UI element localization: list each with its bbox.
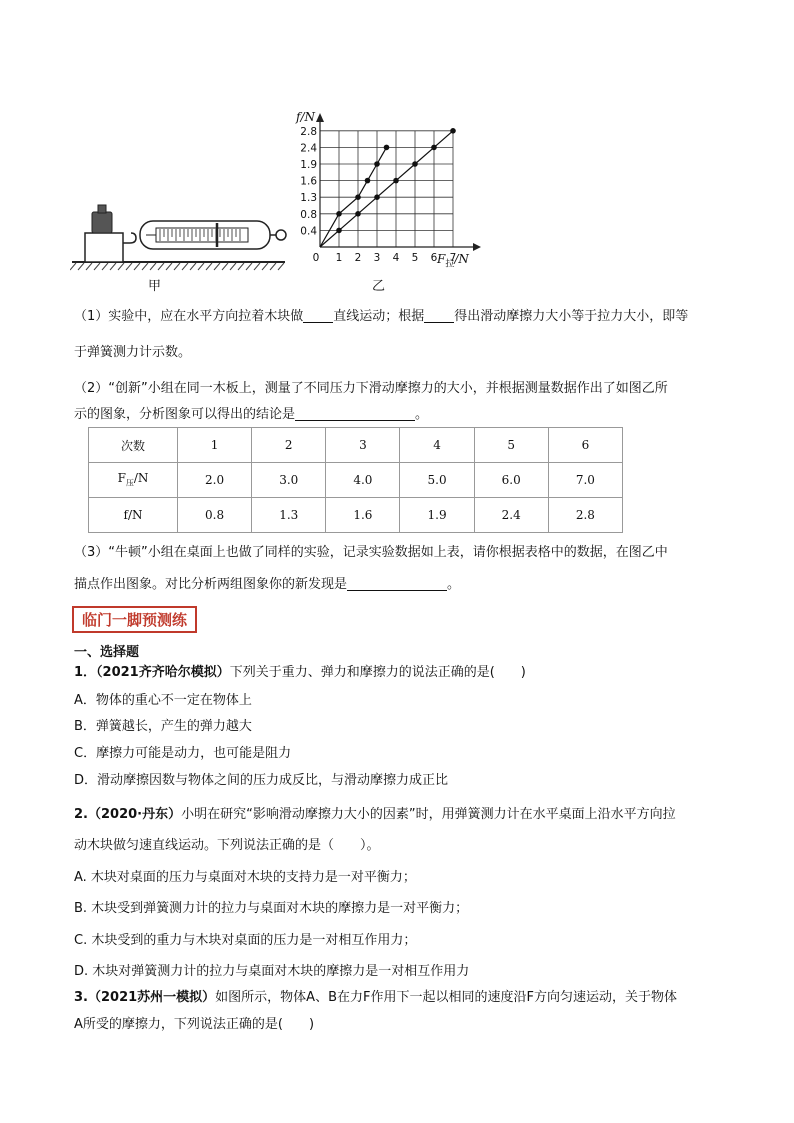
q1-blank-1[interactable] [303, 308, 333, 323]
problem-3-stem-line1: 3.（2021苏州一模拟）如图所示，物体A、B在力F作用下一起以相同的速度沿F方向匀速运动，关于物体 [74, 990, 677, 1005]
problem-2-option-b: B. 木块受到弹簧测力计的拉力与桌面对木块的摩擦力是一对平衡力； [74, 901, 469, 916]
table-cell: 0.8 [178, 498, 252, 533]
data-point [412, 161, 418, 167]
data-point [336, 211, 342, 217]
apparatus-label: 甲 [148, 279, 162, 294]
table-row-label: $F_压/N$ [89, 463, 178, 498]
data-point [431, 145, 437, 151]
table-cell: 7.0 [548, 463, 622, 498]
q3-blank[interactable] [347, 576, 447, 591]
table-cell: 4 [400, 428, 474, 463]
table-cell: 2.0 [178, 463, 252, 498]
y-tick-label: 0.8 [300, 208, 317, 221]
table-cell: 5.0 [400, 463, 474, 498]
data-point [374, 161, 380, 167]
table-cell: 6.0 [474, 463, 548, 498]
section-title: 临门一脚预测练 [72, 606, 197, 633]
table-cell: 2.8 [548, 498, 622, 533]
data-point [365, 178, 371, 184]
table-cell: 3 [326, 428, 400, 463]
q1-line1: （1）实验中，应在水平方向拉着木块做 直线运动；根据 得出滑动摩擦力大小等于拉力大小，即等 [74, 309, 689, 324]
choice-heading: 一、选择题 [74, 645, 140, 660]
graph-x-axis-label: $F_拉/N$ [437, 252, 469, 270]
table-cell: 3.0 [252, 463, 326, 498]
problem-1-option-d: D．滑动摩擦因数与物体之间的压力成反比，与滑动摩擦力成正比 [74, 773, 449, 788]
x-tick-label: 6 [430, 252, 438, 264]
q3-line1: （3）“牛顿”小组在桌面上也做了同样的实验，记录实验数据如上表，请你根据表格中的数据，在图乙中 [74, 545, 668, 560]
weight [92, 212, 112, 233]
problem-1-option-b: B．弹簧越长，产生的弹力越大 [74, 719, 252, 734]
q1-line2: 于弹簧测力计示数。 [74, 345, 192, 360]
y-tick-label: 2.8 [300, 125, 317, 138]
data-point [393, 178, 399, 184]
x-tick-label: 5 [411, 252, 419, 264]
y-tick-label: 1.6 [300, 175, 317, 188]
data-point [355, 211, 361, 217]
data-point [450, 128, 456, 134]
table-row [89, 498, 623, 533]
table-cell: 1.9 [400, 498, 474, 533]
problem-3-stem-line2: A所受的摩擦力，下列说法正确的是( ) [74, 1017, 315, 1032]
table-cell: 1.3 [252, 498, 326, 533]
x-tick-label: 7 [449, 252, 457, 264]
q2-line1: （2）“创新”小组在同一木板上，测量了不同压力下滑动摩擦力的大小，并根据测量数据作出了如图乙所 [74, 381, 668, 396]
problem-1-option-c: C．摩擦力可能是动力，也可能是阻力 [74, 746, 292, 761]
table-cell: 6 [548, 428, 622, 463]
y-tick-label: 2.4 [300, 142, 317, 155]
x-tick-label: 2 [354, 252, 362, 264]
table-cell: 2.4 [474, 498, 548, 533]
data-point [355, 194, 361, 200]
table-cell: 4.0 [326, 463, 400, 498]
graph-y-axis-label: f/N [296, 110, 315, 124]
y-axis-arrow [316, 113, 324, 122]
y-tick-label: 0.4 [300, 225, 317, 238]
table-cell: 次数 [89, 428, 178, 463]
table-row-label: f/N [89, 498, 178, 533]
table-header-row [89, 428, 623, 463]
data-table [88, 427, 623, 533]
problem-1-option-a: A．物体的重心不一定在物体上 [74, 693, 252, 708]
q2-line2: 示的图象，分析图象可以得出的结论是 。 [74, 407, 429, 422]
table-cell: 1 [178, 428, 252, 463]
q1-blank-2[interactable] [424, 308, 454, 323]
problem-2-stem-line1: 2.（2020·丹东）小明在研究“影响滑动摩擦力大小的因素”时，用弹簧测力计在水平桌面上沿水平方向拉 [74, 807, 676, 822]
graph-label: 乙 [372, 279, 386, 294]
x-tick-label: 3 [373, 252, 381, 264]
friction-graph [290, 112, 490, 272]
problem-2-option-c: C. 木块受到的重力与木块对桌面的压力是一对相互作用力； [74, 933, 417, 948]
data-point [384, 145, 390, 151]
apparatus-figure [70, 195, 290, 275]
x-tick-label: 1 [335, 252, 343, 264]
table-cell: 1.6 [326, 498, 400, 533]
table-row [89, 463, 623, 498]
problem-2-stem-line2: 动木块做匀速直线运动。下列说法正确的是（ ）。 [74, 838, 380, 853]
problem-2-option-a: A. 木块对桌面的压力与桌面对木块的支持力是一对平衡力； [74, 870, 416, 885]
x-tick-label: 4 [392, 252, 400, 264]
x-tick-label: 0 [312, 252, 320, 264]
table-cell: 5 [474, 428, 548, 463]
problem-2-option-d: D. 木块对弹簧测力计的拉力与桌面对木块的摩擦力是一对相互作用力 [74, 964, 470, 979]
y-tick-label: 1.3 [300, 192, 317, 205]
q2-blank[interactable] [295, 406, 415, 421]
problem-1-stem: 1．（2021齐齐哈尔模拟）下列关于重力、弹力和摩擦力的说法正确的是( ) [74, 665, 526, 680]
y-tick-label: 1.9 [300, 159, 317, 171]
x-axis-arrow [473, 243, 481, 251]
q3-line2: 描点作出图象。对比分析两组图象你的新发现是 。 [74, 577, 461, 592]
table-cell: 2 [252, 428, 326, 463]
data-point [374, 194, 380, 200]
wooden-block [85, 233, 123, 262]
data-point [336, 228, 342, 234]
